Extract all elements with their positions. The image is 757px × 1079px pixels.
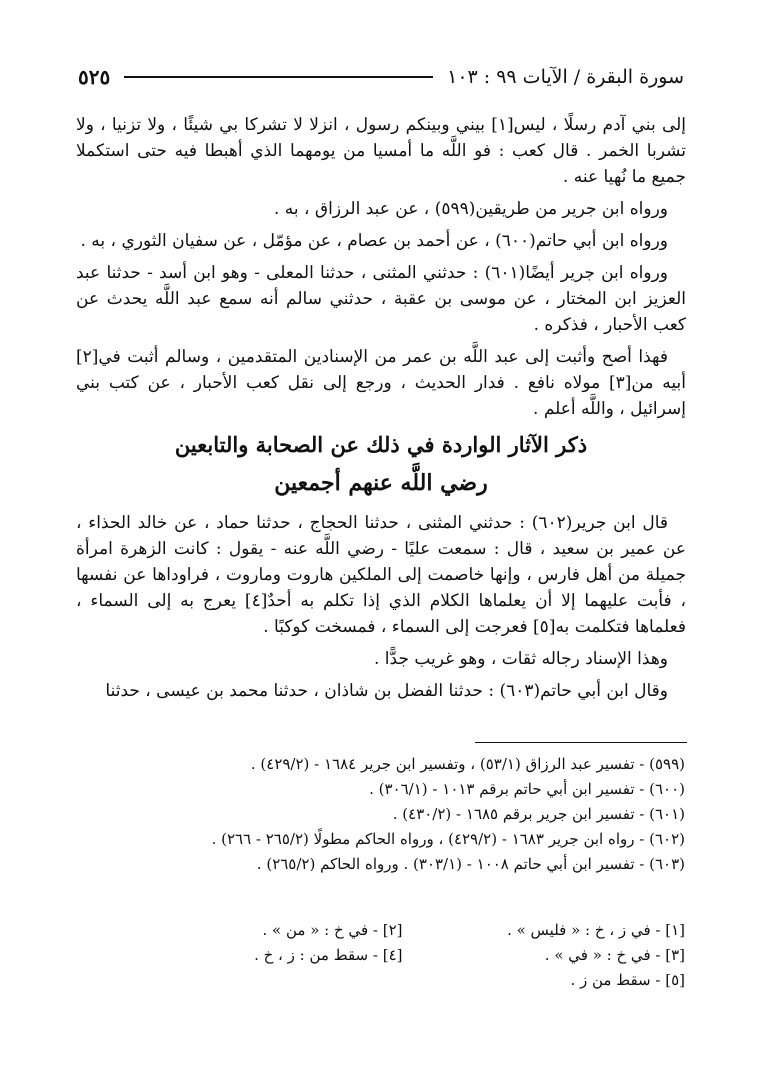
- paragraph: ورواه ابن جرير أيضًا(٦٠١) : حدثني المثنى ، حدثنا المعلى - وهو ابن أسد - حدثنا عبد العزيز ابن المختار ، عن موسى بن عقبة ، حدثني سالم أنه سمع عبد اللَّه يحدث عن كعب الأحبار ، فذكره .: [76, 263, 686, 335]
- footnote: (٥٩٩) - تفسير عبد الرزاق (٥٣/١) ، وتفسير ابن جرير ١٦٨٤ - (٤٢٩/٢) .: [250, 755, 685, 773]
- page-number: ٥٢٥: [78, 65, 111, 89]
- section-heading: ذكر الآثار الواردة في ذلك عن الصحابة والتابعين: [174, 432, 588, 457]
- footnote: (٦٠٣) - تفسير ابن أبي حاتم ١٠٠٨ - (٣٠٣/١) . ورواه الحاكم (٢٦٥/٢) .: [256, 855, 685, 873]
- footnote: (٦٠٠) - تفسير ابن أبي حاتم برقم ١٠١٣ - (٣٠٦/١) .: [369, 780, 685, 798]
- footnotes: [130, 752, 685, 877]
- variant-note: [١] - في ز ، خ : « فليس » .: [507, 921, 685, 939]
- section-heading-subtitle: رضي اللَّه عنهم أجمعين: [274, 470, 488, 496]
- footnote: (٦٠٢) - رواه ابن جرير ١٦٨٣ - (٤٢٩/٢) ، ورواه الحاكم مطولًا (٢٦٥/٢ - ٢٦٦) .: [211, 830, 685, 848]
- main-text: [76, 112, 686, 710]
- paragraph: ورواه ابن جرير من طريقين(٥٩٩) ، عن عبد الرزاق ، به .: [273, 199, 668, 219]
- variant-note: [٤] - سقط من : ز ، خ .: [254, 946, 403, 964]
- paragraph: ورواه ابن أبي حاتم(٦٠٠) ، عن أحمد بن عصام ، عن مؤمّل ، عن سفيان الثوري ، به .: [80, 231, 668, 251]
- paragraph: وقال ابن أبي حاتم(٦٠٣) : حدثنا الفضل بن شاذان ، حدثنا محمد بن عيسى ، حدثنا: [105, 681, 668, 701]
- manuscript-variants: [150, 918, 685, 993]
- paragraph: فهذا أصح وأثبت إلى عبد اللَّه بن عمر من الإسنادين المتقدمين ، وسالم أثبت في[٢] أبيه من[٣] مولاه نافع . فدار الحديث ، ورجع إلى نقل كعب الأحبار ، عن كتب بني إسرائيل ، واللَّه أعلم .: [76, 347, 686, 419]
- paragraph: قال ابن جرير(٦٠٢) : حدثني المثنى ، حدثنا الحجاج ، حدثنا حماد ، عن خالد الحذاء ، عن عمير بن سعيد ، قال : سمعت عليًا - رضي اللَّه عنه - يقول : كانت الزهرة امرأة جميلة من أهل فارس ، وإنها خاصمت إلى الملكين هاروت وماروت ، فراوداها عن نفسها ، فأبت عليهما إلا أن يعلماها الكلام الذي إذا تكلم به أحدٌ[٤] يعرج به إلى السماء ، فعلماها فتكلمت به[٥] فعرجت إلى السماء ، فمسخت كوكبًا .: [76, 513, 687, 637]
- footnote-separator: [475, 742, 687, 743]
- variant-note: [٢] - في خ : « من » .: [262, 921, 403, 939]
- running-header: [78, 62, 684, 92]
- variant-note: [٥] - سقط من ز .: [570, 971, 685, 989]
- paragraph: إلى بني آدم رسلًا ، ليس[١] بيني وبينكم رسول ، انزلا لا تشركا بي شيئًا ، ولا تزنيا ، ولا تشربا الخمر . قال كعب : فو اللَّه ما أمسيا من يومهما الذي أهبطا فيه حتى استكملا جميع ما نُهيا عنه .: [76, 115, 687, 187]
- surah-title: سورة البقرة / الآيات ٩٩ : ١٠٣: [447, 66, 684, 88]
- paragraph: وهذا الإسناد رجاله ثقات ، وهو غريب جدًّا .: [374, 649, 668, 669]
- header-rule: [124, 76, 433, 78]
- footnote: (٦٠١) - تفسير ابن جرير برقم ١٦٨٥ - (٤٣٠/٢) .: [392, 805, 685, 823]
- variant-note: [٣] - في خ : « في » .: [544, 946, 685, 964]
